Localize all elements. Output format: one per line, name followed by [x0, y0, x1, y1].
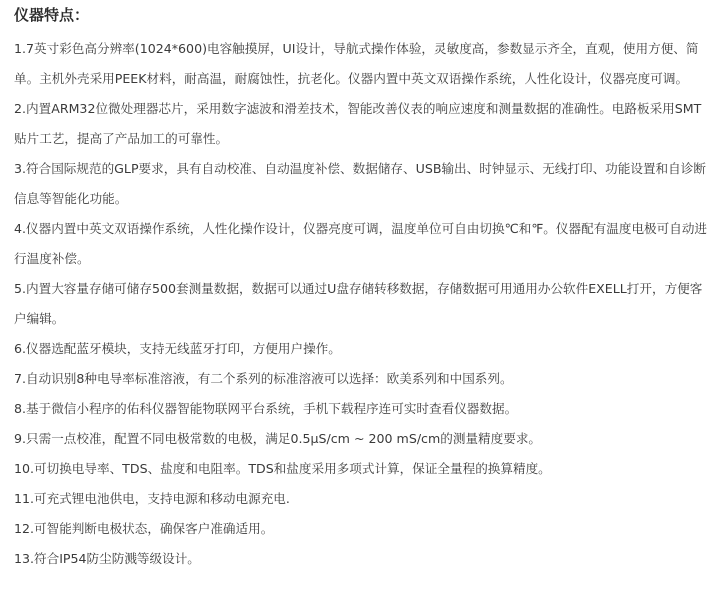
- feature-item-5: 5.内置大容量存储可储存500套测量数据，数据可以通过U盘存储转移数据，存储数据可用通用办公软件EXELL打开，方便客户编辑。: [14, 281, 703, 326]
- feature-item-3: 3.符合国际规范的GLP要求，具有自动校准、自动温度补偿、数据储存、USB输出、时钟显示、无线打印、功能设置和自诊断信息等智能化功能。: [14, 161, 706, 206]
- feature-item-4: 4.仪器内置中英文双语操作系统，人性化操作设计，仪器亮度可调，温度单位可自由切换℃和℉。仪器配有温度电极可自动进行温度补偿。: [14, 221, 708, 266]
- feature-item-2: 2.内置ARM32位微处理器芯片，采用数字滤波和滑差技术，智能改善仪表的响应速度和测量数据的准确性。电路板采用SMT贴片工艺，提高了产品加工的可靠性。: [14, 101, 702, 146]
- feature-item-12: 12.可智能判断电极状态，确保客户准确适用。: [14, 521, 274, 536]
- feature-item-7: 7.自动识别8种电导率标准溶液，有二个系列的标准溶液可以选择：欧美系列和中国系列。: [14, 371, 513, 386]
- feature-list: [14, 34, 712, 574]
- feature-item-13: 13.符合IP54防尘防溅等级设计。: [14, 551, 200, 566]
- feature-item-9: 9.只需一点校准，配置不同电极常数的电极，满足0.5μS/cm ~ 200 mS/cm的测量精度要求。: [14, 431, 542, 446]
- feature-item-1: 1.7英寸彩色高分辨率(1024*600)电容触摸屏，UI设计，导航式操作体验，灵敏度高，参数显示齐全，直观，使用方便、简单。主机外壳采用PEEK材料，耐高温，耐腐蚀性，抗老化。仪器内置中英文双语操作系统，人性化设计，仪器亮度可调。: [14, 41, 699, 86]
- feature-item-8: 8.基于微信小程序的佑科仪器智能物联网平台系统，手机下载程序连可实时查看仪器数据。: [14, 401, 518, 416]
- feature-item-6: 6.仪器选配蓝牙模块，支持无线蓝牙打印，方便用户操作。: [14, 341, 341, 356]
- feature-item-10: 10.可切换电导率、TDS、盐度和电阻率。TDS和盐度采用多项式计算，保证全量程的换算精度。: [14, 461, 551, 476]
- page-title: 仪器特点：: [14, 6, 90, 24]
- feature-item-11: 11.可充式锂电池供电，支持电源和移动电源充电.: [14, 491, 290, 506]
